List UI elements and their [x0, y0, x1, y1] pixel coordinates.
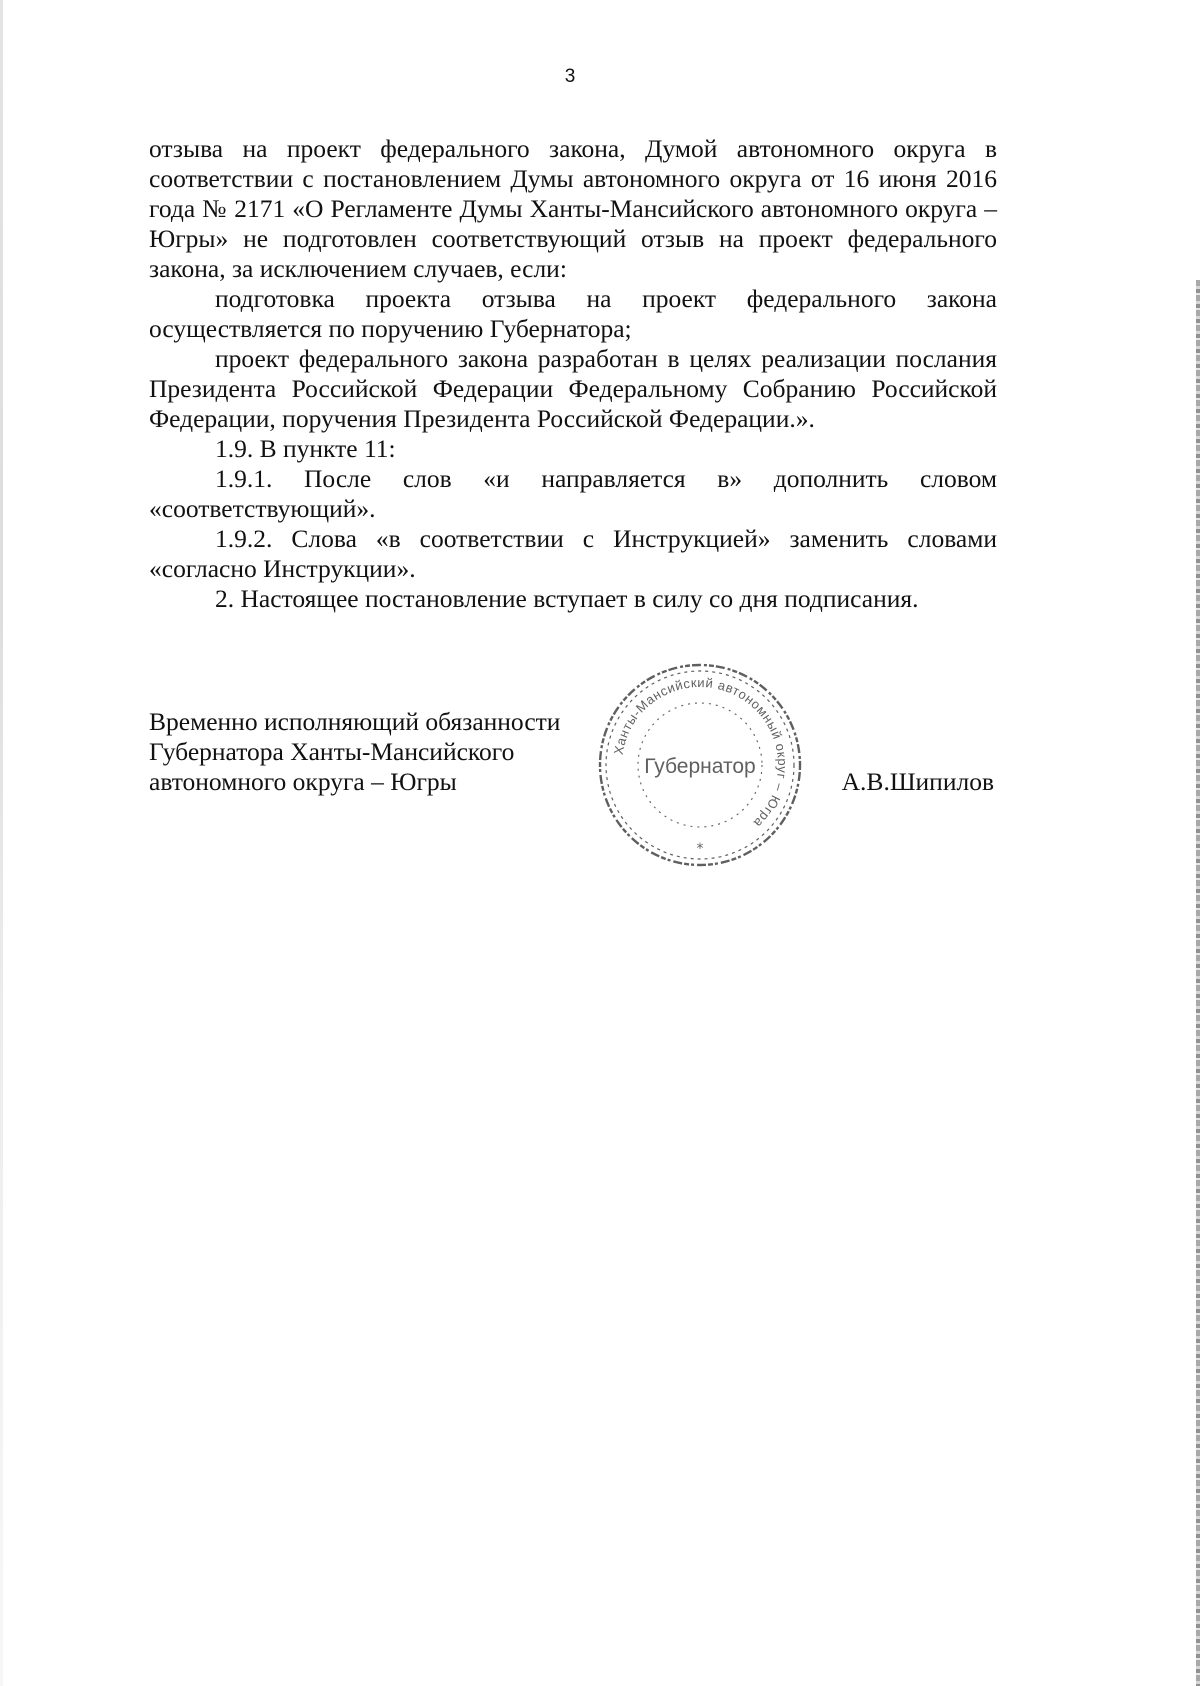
- paragraph-3: проект федерального закона разработан в целях реализации послания Президента Российской Федерации Федеральному Собранию Российской Федерации, поручения Президента Российской Федерации.».: [149, 344, 997, 433]
- seal-center-text: Губернатор: [644, 755, 756, 778]
- paragraph-4: 1.9. В пункте 11:: [215, 434, 396, 463]
- official-seal-stamp: [590, 655, 810, 875]
- scan-edge-left: [0, 0, 3, 1686]
- page-number: 3: [564, 66, 576, 87]
- paragraph-5: 1.9.1. После слов «и направляется в» дополнить словом «соответствующий».: [149, 464, 997, 523]
- signatory-name: А.В.Шипилов: [841, 767, 994, 796]
- seal-star-icon: *: [696, 841, 704, 857]
- signatory-position-line-3: автономного округа – Югры: [149, 767, 457, 796]
- paragraph-2: подготовка проекта отзыва на проект федерального закона осуществляется по поручению Губернатора;: [149, 284, 997, 343]
- paragraph-6: 1.9.2. Слова «в соответствии с Инструкцией» заменить словами «согласно Инструкции».: [149, 524, 997, 583]
- seal-ring-textpath: Ханты-Мансийский автономный округ – Югра: [610, 674, 791, 832]
- signatory-position: [149, 707, 560, 797]
- paragraph-7: 2. Настоящее постановление вступает в силу со дня подписания.: [215, 584, 919, 613]
- scan-edge-right: [1196, 280, 1200, 1686]
- document-body: [149, 134, 997, 614]
- signatory-position-line-2: Губернатора Ханты-Мансийского: [149, 737, 515, 766]
- seal-icon: [590, 655, 810, 875]
- signatory-position-line-1: Временно исполняющий обязанности: [149, 707, 561, 736]
- paragraph-1: отзыва на проект федерального закона, Думой автономного округа в соответствии с постановлением Думы автономного округа от 16 июня 2016 года № 2171 «О Регламенте Думы Ханты-Мансийского автономного округа – Югры» не подготовлен соответствующий отзыв на проект федерального закона, за исключением случаев, если:: [149, 134, 997, 283]
- seal-ring-text: [611, 675, 790, 831]
